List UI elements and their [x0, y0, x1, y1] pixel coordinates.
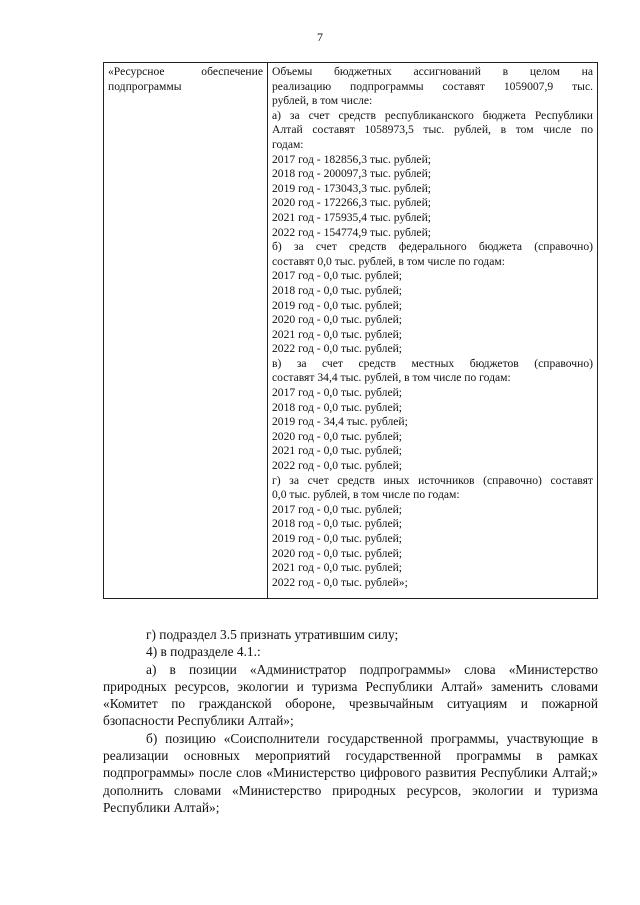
- table-content-line: 2018 год - 200097,3 тыс. рублей;: [272, 167, 432, 181]
- table-content-line: годам:: [272, 137, 304, 151]
- table-content-line: 2019 год - 34,4 тыс. рублей;: [272, 415, 408, 429]
- table-row: [104, 63, 598, 599]
- table-content-line: 2017 год - 0,0 тыс. рублей;: [272, 269, 403, 283]
- paragraph: 4) в подразделе 4.1.:: [146, 644, 261, 660]
- table-content-line: реализацию подпрограммы составят 1059007,9 тыс.: [272, 79, 593, 93]
- table-content-line: составят 0,0 тыс. рублей, в том числе по годам:: [272, 254, 505, 268]
- table-content-line: б) за счет средств федерального бюджета (справочно): [272, 240, 593, 254]
- table-content-line: 2022 год - 0,0 тыс. рублей;: [272, 342, 403, 356]
- table-label-line: «Ресурсное обеспечение: [108, 65, 263, 78]
- paragraph: б) позицию «Соисполнители государственной программы, участвующие в реализации основных мероприятий государственной программы в рамках подпрограммы» после слов «Министерство цифрового развития Республики Алтай;» дополнить словами «Министерство природных ресурсов, экологии и туризма Республики Алтай»;: [103, 730, 598, 815]
- table-content-line: 2017 год - 182856,3 тыс. рублей;: [272, 152, 432, 166]
- table-content-line: 2022 год - 154774,9 тыс. рублей;: [272, 225, 432, 239]
- table-content-line: а) за счет средств республиканского бюджета Республики: [272, 108, 593, 122]
- table-content-line: г) за счет средств иных источников (справочно) составят: [272, 473, 593, 487]
- table-content-line: в) за счет средств местных бюджетов (справочно): [272, 356, 593, 370]
- table-content-line: рублей, в том числе:: [272, 94, 373, 108]
- table-content-line: 2018 год - 0,0 тыс. рублей;: [272, 400, 403, 414]
- table-content-line: 2021 год - 0,0 тыс. рублей;: [272, 444, 403, 458]
- table-content-line: Алтай составят 1058973,5 тыс. рублей, в том числе по: [272, 123, 593, 137]
- table-content-line: 2017 год - 0,0 тыс. рублей;: [272, 502, 403, 516]
- table-content-line: 2017 год - 0,0 тыс. рублей;: [272, 386, 403, 400]
- table-content-line: 2020 год - 172266,3 тыс. рублей;: [272, 196, 432, 210]
- table-content-line: 2021 год - 175935,4 тыс. рублей;: [272, 210, 432, 224]
- paragraph: а) в позиции «Администратор подпрограммы» слова «Министерство природных ресурсов, экологии и туризма Республики Алтай» заменить словами «Комитет по гражданской обороне, чрезвычайным ситуациям и пожарной бзопасности Республики Алтай»;: [103, 661, 598, 729]
- table-content-line: 2022 год - 0,0 тыс. рублей;: [272, 459, 403, 473]
- table-content-line: 2022 год - 0,0 тыс. рублей»;: [272, 575, 408, 589]
- body-text: [103, 626, 598, 816]
- table-content-line: 2020 год - 0,0 тыс. рублей;: [272, 313, 403, 327]
- page-number: 7: [317, 30, 323, 44]
- table-content-line: 0,0 тыс. рублей, в том числе по годам:: [272, 488, 460, 502]
- table-label-line: подпрограммы: [108, 79, 182, 93]
- table-content-line: составят 34,4 тыс. рублей, в том числе по годам:: [272, 371, 511, 385]
- table-content-line: Объемы бюджетных ассигнований в целом на: [272, 65, 593, 78]
- table-content-line: 2019 год - 173043,3 тыс. рублей;: [272, 181, 432, 195]
- resource-table: [103, 62, 598, 599]
- table-content-line: 2021 год - 0,0 тыс. рублей;: [272, 561, 403, 575]
- table-content-line: 2020 год - 0,0 тыс. рублей;: [272, 546, 403, 560]
- table-content-cell: [268, 63, 598, 599]
- table-content-line: 2019 год - 0,0 тыс. рублей;: [272, 298, 403, 312]
- table-content-line: 2018 год - 0,0 тыс. рублей;: [272, 517, 403, 531]
- paragraph: г) подраздел 3.5 признать утратившим силу;: [146, 627, 399, 642]
- table-label-cell: [104, 63, 268, 599]
- table-content-line: 2019 год - 0,0 тыс. рублей;: [272, 532, 403, 545]
- table-content-line: 2018 год - 0,0 тыс. рублей;: [272, 283, 403, 297]
- table-content-line: 2021 год - 0,0 тыс. рублей;: [272, 327, 403, 341]
- table-content-line: 2020 год - 0,0 тыс. рублей;: [272, 429, 403, 443]
